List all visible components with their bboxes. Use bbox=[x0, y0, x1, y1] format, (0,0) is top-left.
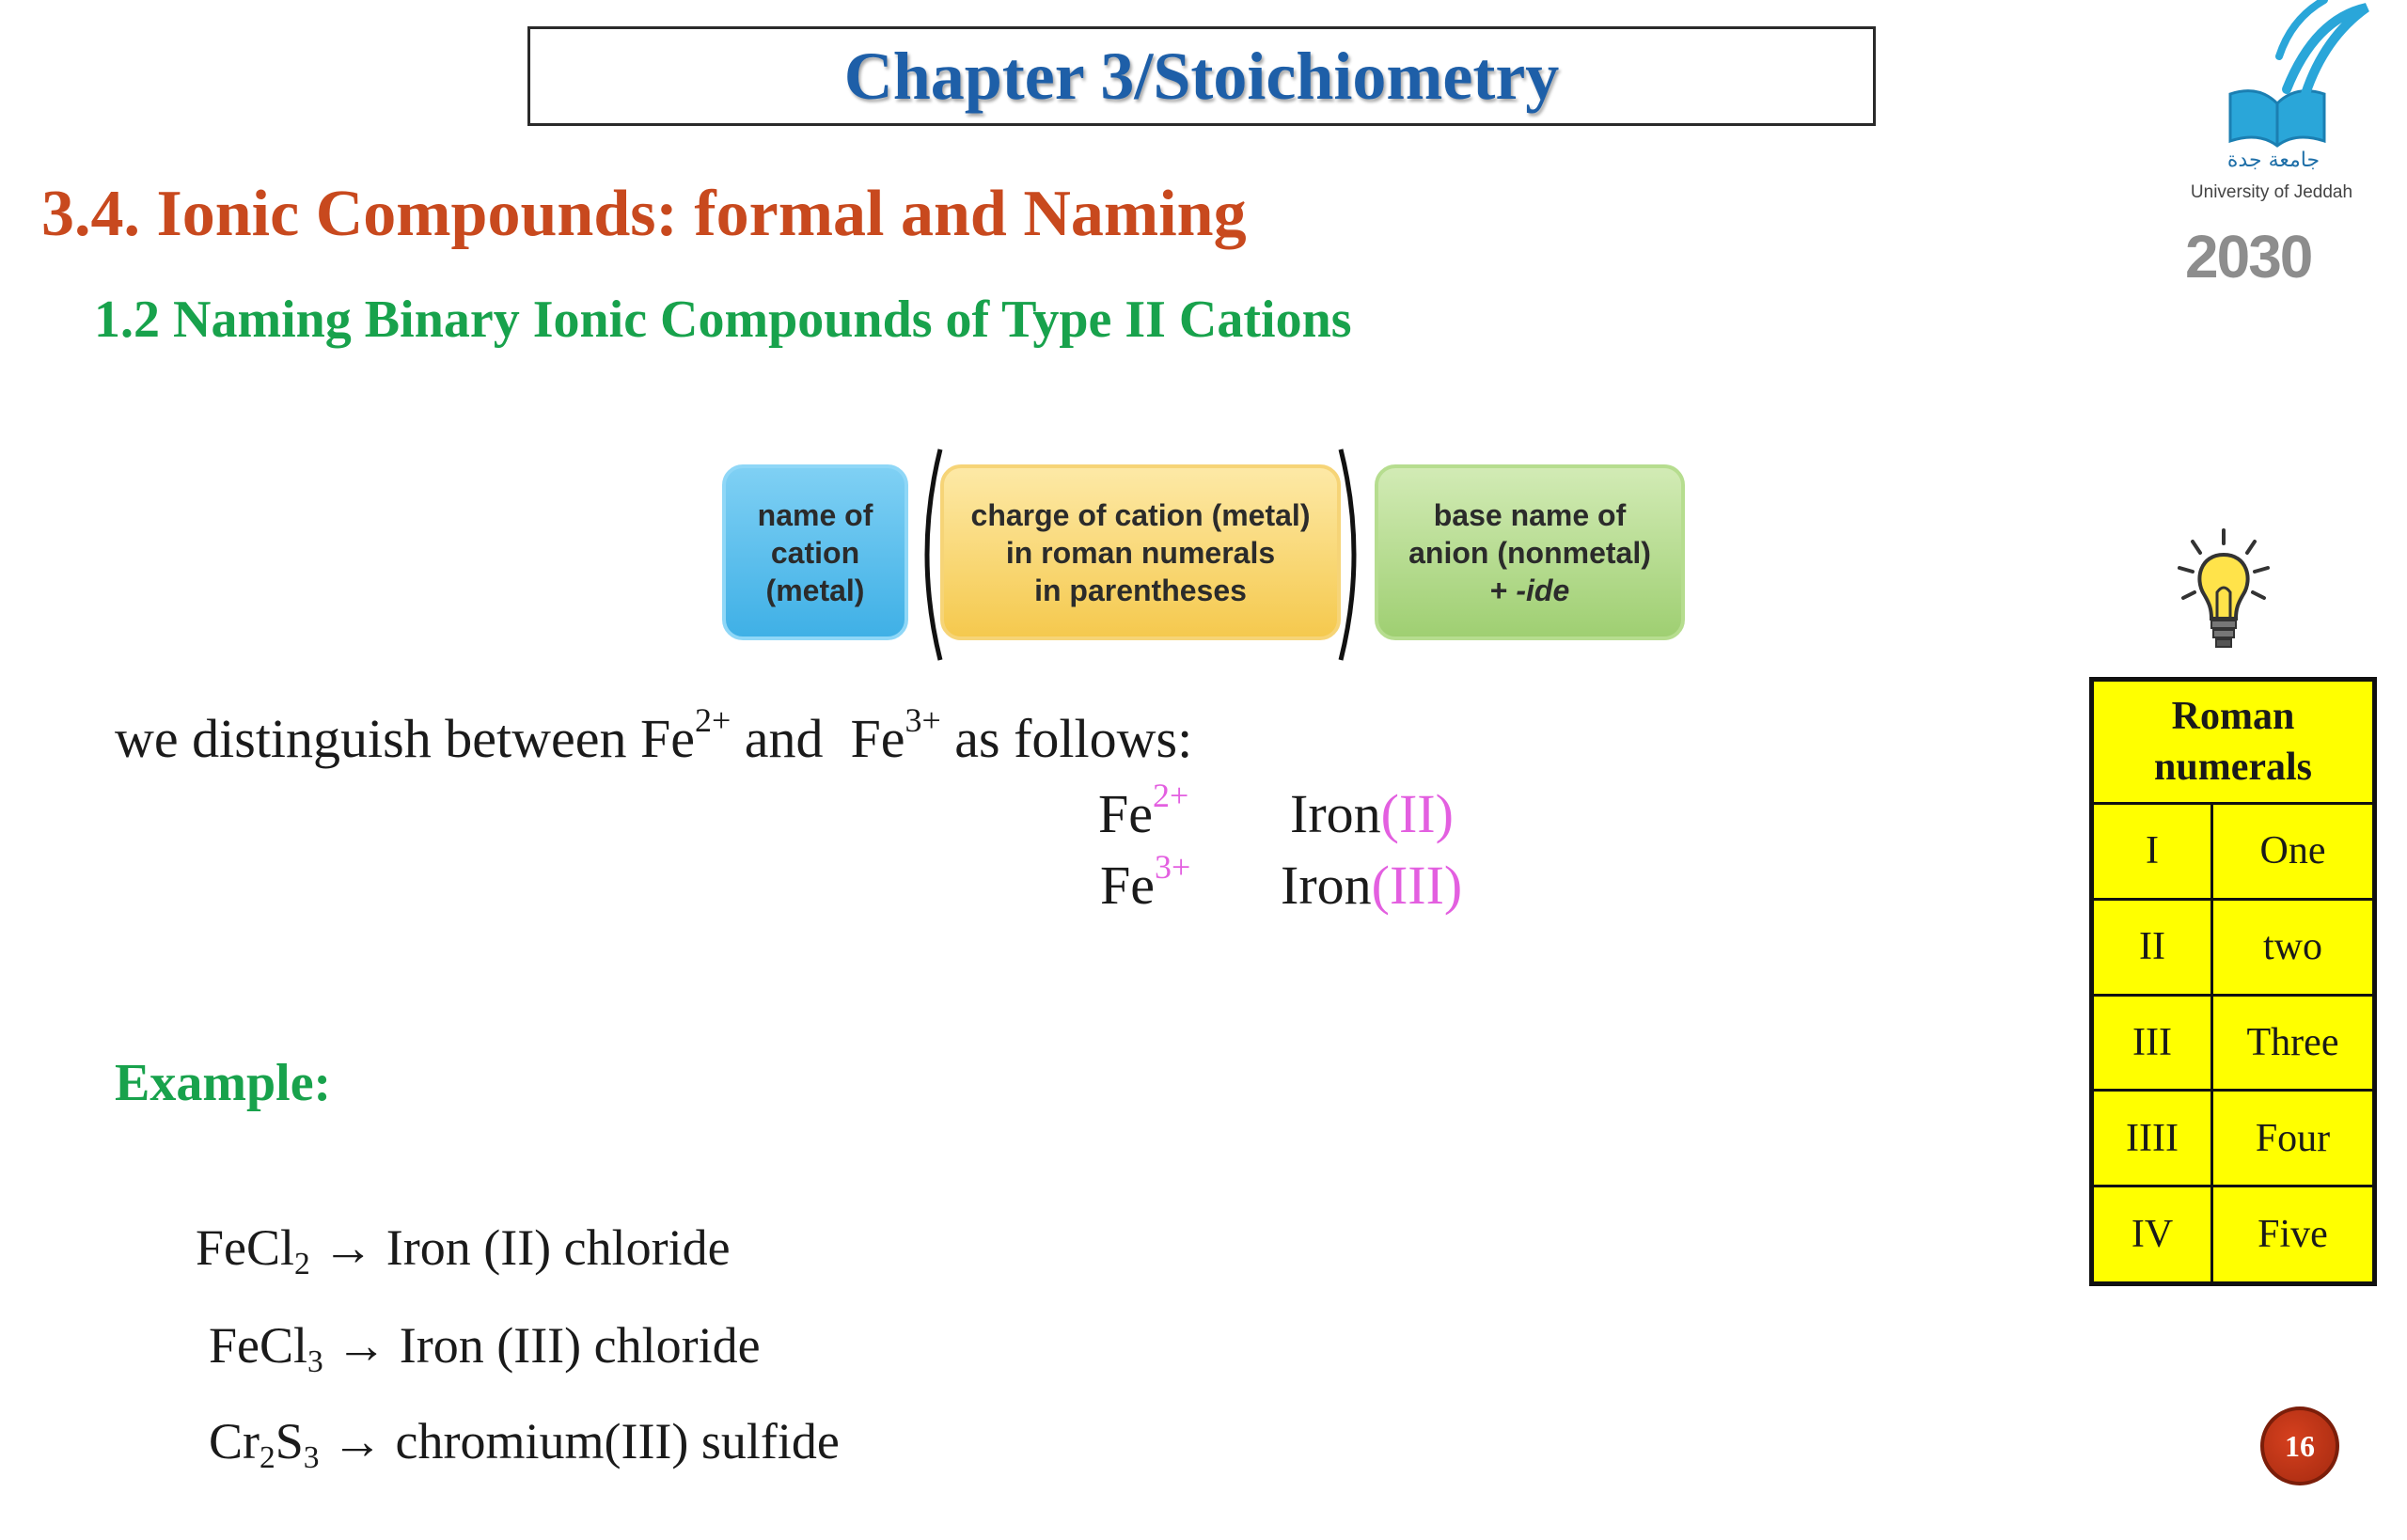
logo-english-text: University of Jeddah bbox=[2190, 182, 2353, 202]
cation-line-3: (metal) bbox=[765, 573, 865, 607]
charge-line-1: charge of cation (metal) bbox=[970, 497, 1311, 532]
word-cell: Five bbox=[2212, 1186, 2375, 1284]
roman-numeral: (II) bbox=[1380, 783, 1454, 844]
word-cell: Three bbox=[2212, 995, 2375, 1091]
charge-numeral-box bbox=[940, 464, 1341, 640]
logo-arabic-text: جامعة جدة bbox=[2226, 149, 2320, 172]
light-bulb-icon bbox=[2172, 526, 2275, 658]
table-header-row bbox=[2092, 680, 2375, 804]
numeral-cell: II bbox=[2092, 899, 2212, 995]
table-row bbox=[2092, 899, 2375, 995]
numeral-cell: I bbox=[2092, 804, 2212, 900]
anion-line-2: anion (nonmetal) bbox=[1408, 535, 1651, 570]
page-number-badge: 16 bbox=[2260, 1406, 2339, 1485]
distinguish-prefix: we distinguish between Fe bbox=[115, 708, 695, 769]
subsection-heading: 1.2 Naming Binary Ionic Compounds of Type II Cations bbox=[94, 291, 1352, 349]
open-parenthesis-icon bbox=[912, 446, 944, 664]
close-parenthesis-icon bbox=[1337, 446, 1369, 664]
anion-name-box bbox=[1375, 464, 1685, 640]
ion-symbol: $Fe^{2+}$ bbox=[1098, 777, 1189, 844]
ion-name: Iron(II) bbox=[1290, 783, 1454, 844]
section-heading: 3.4. Ionic Compounds: formal and Naming bbox=[41, 178, 1247, 250]
numeral-cell: IIII bbox=[2092, 1091, 2212, 1186]
numeral-cell: III bbox=[2092, 995, 2212, 1091]
roman-numerals-table bbox=[2089, 677, 2377, 1286]
example-item: $Cr_2S_3$ → chromium(III) sulfide bbox=[209, 1413, 840, 1476]
word-cell: Four bbox=[2212, 1091, 2375, 1186]
table-row bbox=[2092, 1091, 2375, 1186]
anion-line-1: base name of bbox=[1433, 497, 1627, 532]
anion-line-3 bbox=[1490, 572, 1569, 609]
table-row bbox=[2092, 995, 2375, 1091]
cation-name-box bbox=[722, 464, 908, 640]
distinguish-middle: and Fe bbox=[731, 708, 905, 769]
charge-line-3: in parentheses bbox=[1034, 573, 1247, 607]
table-row bbox=[2092, 1186, 2375, 1284]
word-cell: One bbox=[2212, 804, 2375, 900]
distinguish-text bbox=[115, 701, 1193, 770]
anion-plus: + bbox=[1489, 573, 1517, 607]
table-header: Roman numerals bbox=[2092, 680, 2375, 804]
anion-suffix: -ide bbox=[1516, 573, 1570, 607]
numeral-cell: IV bbox=[2092, 1186, 2212, 1284]
example-label: Example: bbox=[115, 1054, 332, 1112]
example-item: FeCl$_2$ → Iron (II) chloride bbox=[196, 1219, 731, 1282]
roman-numeral: (III) bbox=[1371, 855, 1463, 916]
ion-symbol: $Fe^{3+}$ bbox=[1100, 848, 1191, 916]
vision-2030-logo: 2030 bbox=[2185, 223, 2312, 291]
example-item: FeCl$_3$ → Iron (III) chloride bbox=[209, 1317, 761, 1380]
table-row bbox=[2092, 804, 2375, 900]
title-box bbox=[527, 26, 1876, 126]
cation-line-1: name of bbox=[757, 497, 873, 532]
page-title: Chapter 3/Stoichiometry bbox=[843, 38, 1560, 114]
cation-line-2: cation bbox=[770, 535, 860, 570]
word-cell: two bbox=[2212, 899, 2375, 995]
book-logo-icon bbox=[2174, 0, 2381, 150]
distinguish-suffix: as follows: bbox=[940, 708, 1193, 769]
charge-superscript: 2+ bbox=[694, 701, 732, 740]
ion-name: Iron(III) bbox=[1281, 855, 1463, 916]
ion-charge: 3+ bbox=[1155, 848, 1191, 887]
ion-charge: 2+ bbox=[1153, 777, 1189, 815]
charge-line-2: in roman numerals bbox=[1005, 535, 1276, 570]
charge-superscript: 3+ bbox=[905, 701, 941, 740]
